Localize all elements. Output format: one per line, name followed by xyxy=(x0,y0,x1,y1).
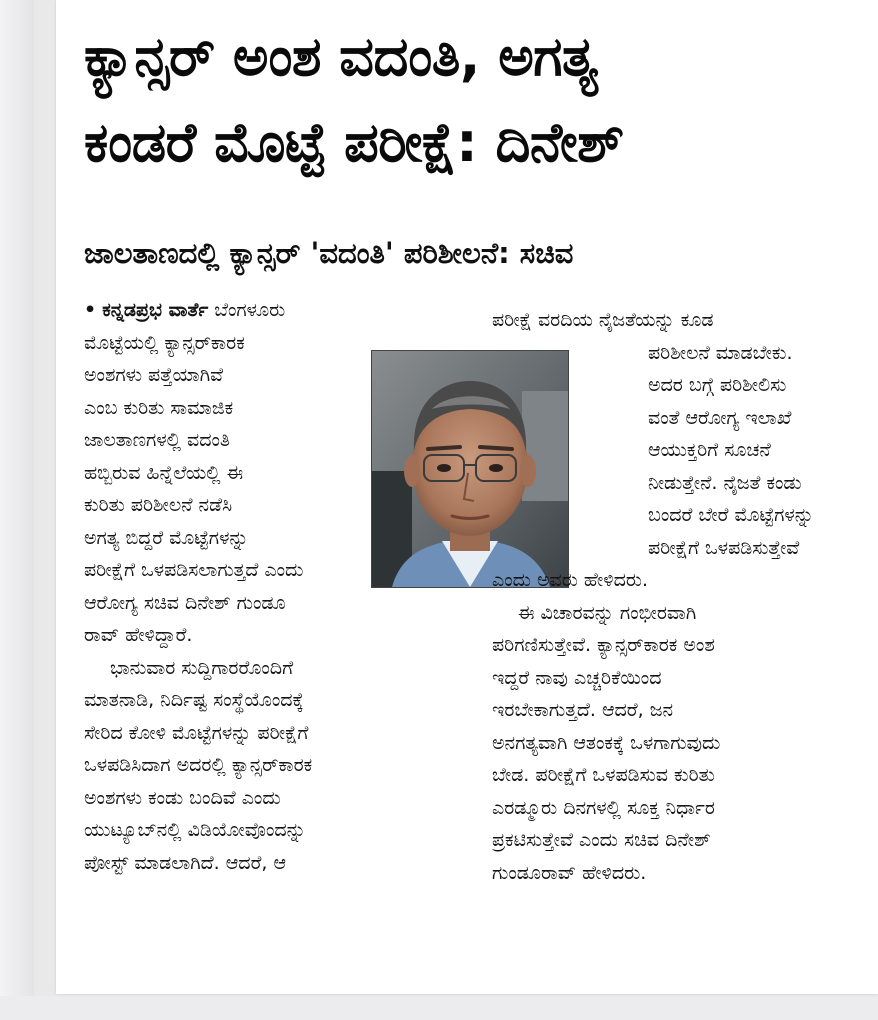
article-line: ಪರಿಶೀಲನೆ ಮಾಡಬೇಕು. xyxy=(648,341,793,364)
article-line: ಎರಡ್ಮೂರು ದಿನಗಳಲ್ಲಿ ಸೂಕ್ತ ನಿರ್ಧಾರ xyxy=(492,796,715,819)
article-line: ಪರಿಗಣಿಸುತ್ತೇವೆ. ಕ್ಯಾನ್ಸರ್‌ಕಾರಕ ಅಂಶ xyxy=(492,634,715,656)
byline-place: ಬೆಂಗಳೂರು xyxy=(214,299,286,321)
headline-line-2: ಕಂಡರೆ ಮೊಟ್ಟೆ ಪರೀಕ್ಷೆ: ದಿನೇಶ್ xyxy=(84,111,624,174)
article-line: ಪರೀಕ್ಷೆಗೆ ಒಳಪಡಿಸುತ್ತೇವೆ xyxy=(648,536,800,559)
article-line: ಅದರ ಬಗ್ಗೆ ಪರಿಶೀಲಿಸು xyxy=(648,374,787,396)
article-line: ಅಗತ್ಯ ಬಿದ್ದರೆ ಮೊಟ್ಟೆಗಳನ್ನು xyxy=(84,526,249,549)
article-line: ಗುಂಡೂರಾವ್ ಹೇಳಿದರು. xyxy=(492,861,647,884)
article-line: ಅನಗತ್ಯವಾಗಿ ಆತಂಕಕ್ಕೆ ಒಳಗಾಗುವುದು xyxy=(492,731,721,754)
byline xyxy=(84,294,456,327)
byline-source: ಕನ್ನಡಪ್ರಭ ವಾರ್ತೆ xyxy=(102,299,209,321)
article-line: ಪರೀಕ್ಷೆಗೆ ಒಳಪಡಿಸಲಾಗುತ್ತದೆ ಎಂದು xyxy=(84,559,304,581)
article-line: ಎಂಬ ಕುರಿತು ಸಾಮಾಜಿಕ xyxy=(84,396,234,419)
article-line: ಮಾತನಾಡಿ, ನಿರ್ದಿಷ್ಟ ಸಂಸ್ಥೆಯೊಂದಕ್ಕೆ xyxy=(84,689,304,711)
byline-bullet: • xyxy=(84,299,97,321)
article-line: ಪ್ರಕಟಿಸುತ್ತೇವೆ ಎಂದು ಸಚಿವ ದಿನೇಶ್ xyxy=(492,829,711,851)
headline xyxy=(84,14,874,186)
left-gutter xyxy=(0,0,34,1020)
article-line: ಅಂಶಗಳು ಪತ್ತೆಯಾಗಿವೆ xyxy=(84,364,224,386)
article-line: ಪರೀಕ್ಷೆ ವರದಿಯ ನೈಜತೆಯನ್ನು ಕೂಡ xyxy=(492,309,714,331)
article-line: ಜಾಲತಾಣಗಳಲ್ಲಿ ವದಂತಿ xyxy=(84,429,230,451)
article-line: ಆಯುಕ್ತರಿಗೆ ಸೂಚನೆ xyxy=(648,439,771,461)
article-line: ನೀಡುತ್ತೇನೆ. ನೈಜತೆ ಕಂಡು xyxy=(648,471,802,494)
article-line: ಕುರಿತು ಪರಿಶೀಲನೆ ನಡೆಸಿ xyxy=(84,494,233,516)
newspaper-clipping xyxy=(56,0,878,994)
headline-line-1: ಕ್ಯಾನ್ಸರ್ ಅಂಶ ವದಂತಿ, ಅಗತ್ಯ xyxy=(84,25,598,88)
article-line: ಒಳಪಡಿಸಿದಾಗ ಅದರಲ್ಲಿ ಕ್ಯಾನ್ಸರ್‌ಕಾರಕ xyxy=(84,754,313,776)
article-line: ಆರೋಗ್ಯ ಸಚಿವ ದಿನೇಶ್ ಗುಂಡೂ xyxy=(84,591,286,614)
article-line: ಮೊಟ್ಟೆಯಲ್ಲಿ ಕ್ಯಾನ್ಸರ್‌ಕಾರಕ xyxy=(84,331,245,354)
article-line: ಸೇರಿದ ಕೋಳಿ ಮೊಟ್ಟೆಗಳನ್ನು ಪರೀಕ್ಷೆಗೆ xyxy=(84,721,309,744)
article-column-right xyxy=(492,304,864,889)
article-line: ಹಬ್ಬಿರುವ ಹಿನ್ನೆಲೆಯಲ್ಲಿ ಈ xyxy=(84,461,244,484)
article-line: ಎಂದು ಅವರು ಹೇಳಿದರು. xyxy=(492,569,648,591)
article-line: ಭಾನುವಾರ ಸುದ್ದಿಗಾರರೊಂದಿಗೆ xyxy=(110,656,294,679)
article-line: ಯುಟ್ಯೂಬ್‌ನಲ್ಲಿ ವಿಡಿಯೋವೊಂದನ್ನು xyxy=(84,819,306,841)
article-line: ಬೇಡ. ಪರೀಕ್ಷೆಗೆ ಒಳಪಡಿಸುವ ಕುರಿತು xyxy=(492,764,715,786)
article-line: ಇರಬೇಕಾಗುತ್ತದೆ. ಆದರೆ, ಜನ xyxy=(492,699,674,721)
article-line: ಬಂದರೆ ಬೇರೆ ಮೊಟ್ಟೆಗಳನ್ನು xyxy=(648,504,814,526)
subheadline: ಜಾಲತಾಣದಲ್ಲಿ ಕ್ಯಾನ್ಸರ್ 'ವದಂತಿ' ಪರಿಶೀಲನೆ: ಸಚಿವ xyxy=(84,236,574,270)
bottom-strip xyxy=(0,996,878,1020)
article-line: ವಂತೆ ಆರೋಗ್ಯ ಇಲಾಖೆ xyxy=(648,406,792,429)
article-line: ರಾವ್ ಹೇಳಿದ್ದಾರೆ. xyxy=(84,624,193,646)
article-line: ಅಂಶಗಳು ಕಂಡು ಬಂದಿವೆ ಎಂದು xyxy=(84,786,281,809)
article-line: ಈ ವಿಚಾರವನ್ನು ಗಂಭೀರವಾಗಿ xyxy=(518,601,697,624)
article-line: ಇದ್ದರೆ ನಾವು ಎಚ್ಚರಿಕೆಯಿಂದ xyxy=(492,666,662,689)
article-line: ಪೋಸ್ಟ್ ಮಾಡಲಾಗಿದೆ. ಆದರೆ, ಆ xyxy=(84,851,286,874)
